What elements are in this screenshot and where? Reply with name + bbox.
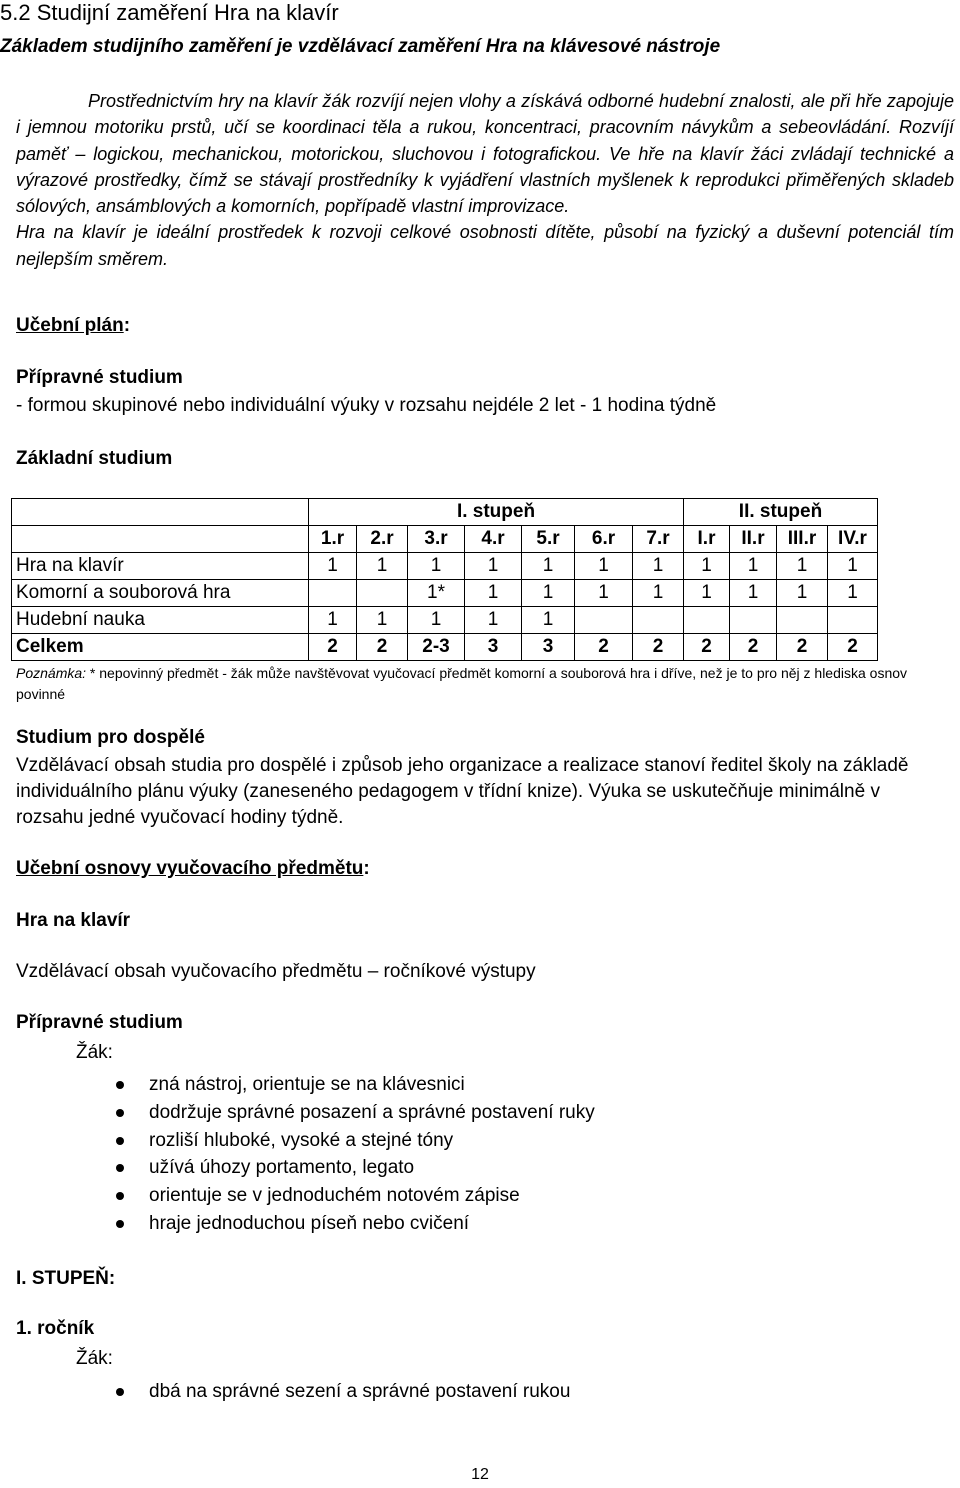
- study-plan-table: [11, 498, 878, 661]
- table-cell: 1: [575, 553, 633, 580]
- table-cell: 2: [575, 634, 633, 661]
- intro-paragraph: Hra na klavír je ideální prostředek k rozvoji celkové osobnosti dítěte, působí na fyzický a duševní potenciál tím nejlepším směrem.: [16, 222, 954, 269]
- prep-study-text: - formou skupinové nebo individuální výuky v rozsahu nejdéle 2 let - 1 hodina týdně: [16, 395, 717, 416]
- list-item-text: dodržuje správné posazení a správné postavení ruky: [149, 1101, 595, 1123]
- table-cell: [309, 580, 357, 607]
- table-empty-cell: [12, 526, 309, 553]
- prep-outcomes-title: Přípravné studium: [16, 1012, 183, 1033]
- stage-title: I. STUPEŇ:: [16, 1268, 116, 1289]
- table-cell: 1: [357, 553, 408, 580]
- adults-title: Studium pro dospělé: [16, 727, 205, 748]
- table-stage-row: [12, 499, 878, 526]
- list-item: [16, 1182, 595, 1210]
- intro-text: [16, 88, 954, 272]
- plan-title: [16, 315, 130, 337]
- list-item-text: rozliší hluboké, vysoké a stejné tóny: [149, 1129, 454, 1151]
- table-cell: 1: [684, 553, 730, 580]
- note-text: * nepovinný předmět - žák může navštěvovat vyučovací předmět komorní a souborová hra i dříve, než je to pro něj z hlediska osnov povinné: [16, 665, 908, 702]
- row-label: Hudební nauka: [12, 607, 309, 634]
- table-cell: 1: [684, 580, 730, 607]
- table-cell: 2: [730, 634, 777, 661]
- year-header: III.r: [777, 526, 828, 553]
- year-header: IV.r: [828, 526, 878, 553]
- table-row: [12, 580, 878, 607]
- table-cell: 1: [408, 553, 465, 580]
- table-cell: [777, 607, 828, 634]
- bullet-icon: [116, 1081, 124, 1089]
- table-cell: 1: [465, 607, 522, 634]
- table-cell: 1: [357, 607, 408, 634]
- bullet-icon: [116, 1109, 124, 1117]
- list-item: [16, 1099, 595, 1127]
- bullet-icon: [116, 1388, 124, 1396]
- year-header: II.r: [730, 526, 777, 553]
- stage1-header: I. stupeň: [309, 499, 684, 526]
- table-note: [16, 663, 956, 705]
- list-item: [16, 1378, 570, 1406]
- table-row: [12, 553, 878, 580]
- page-subheading: Základem studijního zaměření je vzdělávací zaměření Hra na klávesové nástroje: [0, 36, 721, 57]
- year-header: I.r: [684, 526, 730, 553]
- year-header: 4.r: [465, 526, 522, 553]
- table-cell: 1: [777, 580, 828, 607]
- bullet-icon: [116, 1164, 124, 1172]
- table-cell: 1: [465, 580, 522, 607]
- table-cell: 1: [522, 553, 575, 580]
- table-cell: [828, 607, 878, 634]
- year-header: 2.r: [357, 526, 408, 553]
- table-cell: 1: [522, 607, 575, 634]
- curriculum-title-colon: :: [363, 858, 370, 879]
- adults-text: Vzdělávací obsah studia pro dospělé i způsob jeho organizace a realizace stanoví ředitel školy na základě individuálního plánu výuky (zaneseného pedagogem v třídní knize). Výuka se uskutečňuje minimálně v rozsahu jedné vyučovací hodiny týdně.: [16, 755, 909, 828]
- table-cell: 2: [777, 634, 828, 661]
- table-cell: [357, 580, 408, 607]
- table-cell: 1: [828, 553, 878, 580]
- list-item-text: orientuje se v jednoduchém notovém zápise: [149, 1185, 520, 1207]
- stage2-header: II. stupeň: [684, 499, 878, 526]
- table-cell: 1: [633, 553, 684, 580]
- list-item-text: zná nástroj, orientuje se na klávesnici: [149, 1074, 465, 1095]
- list-item-text: užívá úhozy portamento, legato: [149, 1157, 415, 1179]
- year-header: 6.r: [575, 526, 633, 553]
- table-cell: 1*: [408, 580, 465, 607]
- table-cell: 1: [828, 580, 878, 607]
- year1-title: 1. ročník: [16, 1318, 95, 1339]
- list-item: [16, 1154, 595, 1182]
- table-total-row: [12, 634, 878, 661]
- table-cell: 2-3: [408, 634, 465, 661]
- plan-title-colon: :: [123, 315, 131, 336]
- table-cell: 1: [777, 553, 828, 580]
- prep-study-title: Přípravné studium: [16, 367, 183, 388]
- table-cell: 1: [633, 580, 684, 607]
- curriculum-title-text: Učební osnovy vyučovacího předmětu: [16, 858, 364, 879]
- table-cell: 1: [408, 607, 465, 634]
- table-cell: [684, 607, 730, 634]
- table-cell: 1: [309, 553, 357, 580]
- list-item-text: hraje jednoduchou píseň nebo cvičení: [149, 1212, 470, 1234]
- bullet-icon: [116, 1192, 124, 1200]
- table-row: [12, 607, 878, 634]
- page-heading: 5.2 Studijní zaměření Hra na klavír: [0, 0, 339, 25]
- curriculum-title: [16, 858, 370, 880]
- year-header: 1.r: [309, 526, 357, 553]
- table-cell: 1: [465, 553, 522, 580]
- year-header: 5.r: [522, 526, 575, 553]
- table-cell: 1: [730, 553, 777, 580]
- bullet-icon: [116, 1137, 124, 1145]
- table-cell: 2: [684, 634, 730, 661]
- year1-outcomes-list: [16, 1378, 570, 1406]
- table-cell: 3: [522, 634, 575, 661]
- table-cell: 2: [828, 634, 878, 661]
- intro-paragraph: Prostřednictvím hry na klavír žák rozvíjí nejen vlohy a získává odborné hudební znalosti, ale při hře zapojuje i jemnou motoriku prstů, učí se koordinaci těla a rukou, koncentraci, pracovním návykům a sebeovládání. Rozvíjí paměť – logickou, mechanickou, motorickou, sluchovou i fotografickou. Ve hře na klavír žáci zvládají technické a výrazové prostředky, čímž se stávají prostředníky k vyjádření vlastních myšlenek k reprodukci přiměřených skladeb sólových, ansámblových a komorních, popřípadě vlastní improvizace.: [16, 91, 954, 217]
- list-item: [16, 1127, 595, 1155]
- table-cell: [633, 607, 684, 634]
- page-number: 12: [471, 1466, 489, 1483]
- note-label: Poznámka:: [16, 665, 87, 681]
- list-item: [16, 1071, 595, 1099]
- list-item: [16, 1210, 595, 1238]
- content-line: Vzdělávací obsah vyučovacího předmětu – ročníkové výstupy: [16, 961, 536, 982]
- row-label: Hra na klavír: [12, 553, 309, 580]
- table-cell: 2: [633, 634, 684, 661]
- prep-outcomes-list: [16, 1071, 595, 1238]
- table-cell: 1: [309, 607, 357, 634]
- plan-title-text: Učební plán: [16, 315, 124, 336]
- table-cell: [730, 607, 777, 634]
- list-item-text: dbá na správné sezení a správné postavení rukou: [149, 1381, 571, 1402]
- row-label: Celkem: [12, 634, 309, 661]
- table-cell: 1: [730, 580, 777, 607]
- subject-title: Hra na klavír: [16, 910, 131, 931]
- table-cell: [575, 607, 633, 634]
- table-cell: 1: [575, 580, 633, 607]
- basic-study-title: Základní studium: [16, 448, 173, 469]
- row-label: Komorní a souborová hra: [12, 580, 309, 607]
- table-empty-cell: [12, 499, 309, 526]
- year1-pupil-label: Žák:: [76, 1348, 113, 1369]
- pupil-label: Žák:: [76, 1042, 113, 1063]
- table-cell: 2: [309, 634, 357, 661]
- year-header: 7.r: [633, 526, 684, 553]
- bullet-icon: [116, 1220, 124, 1228]
- table-cell: 2: [357, 634, 408, 661]
- table-cell: 1: [522, 580, 575, 607]
- table-years-row: [12, 526, 878, 553]
- year-header: 3.r: [408, 526, 465, 553]
- table-cell: 3: [465, 634, 522, 661]
